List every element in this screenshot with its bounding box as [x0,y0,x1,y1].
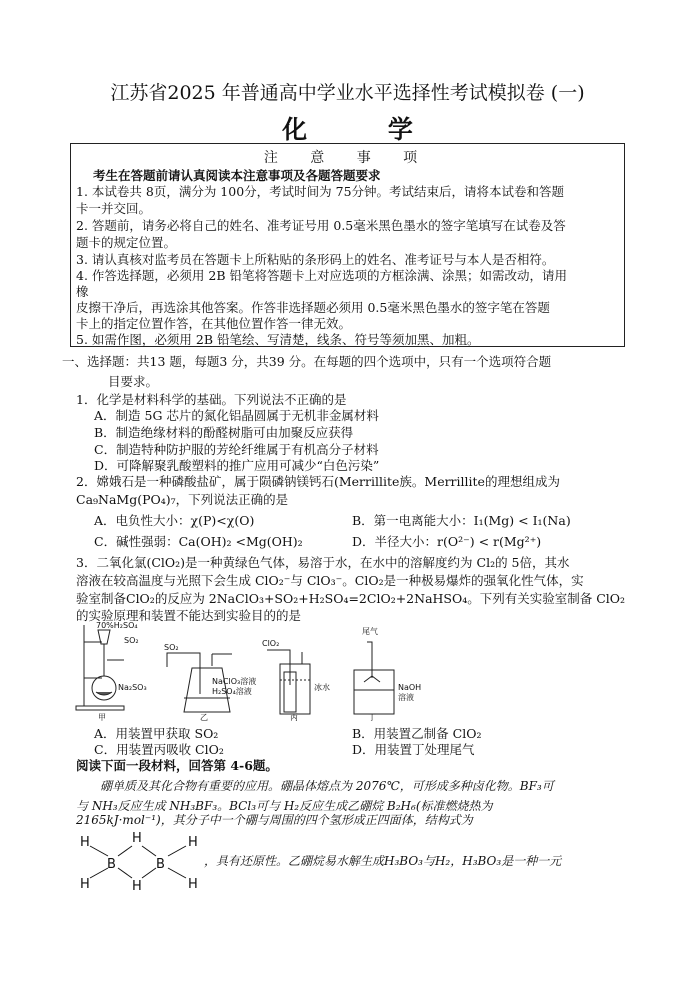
fig-label-so2-in: SO₂ [164,643,179,652]
fig-label-h2so4: H₂SO₄溶液 [212,687,252,696]
subject-title: 化 学 [282,115,449,144]
notice-line: 1. 本试卷共 8页，满分为 100分，考试时间为 75分钟。考试结束后，请将本试卷和答题 [76,184,565,199]
section-heading: 一、选择题：共13 题，每题3 分，共39 分。在每题的四个选项中，只有一个选项符合题 [62,354,552,369]
apparatus-figure [72,620,432,722]
q3-stem-cont: 验室制备ClO₂的反应为 2NaClO₃+SO₂+H₂SO₄=2ClO₂+2NaHSO₄。下列有关实验室制备 ClO₂ [76,591,626,606]
h-atom: H [188,877,198,892]
fig-label-ding: 丁 [368,713,376,722]
q2-option-b: B．第一电离能大小：I₁(Mg) < I₁(Na) [352,513,571,528]
notice-title: 注 意 事 项 [263,150,432,166]
q1-option-c: C．制造特种防护服的芳纶纤维属于有机高分子材料 [94,442,379,457]
q3-option-b: B．用装置乙制备 ClO₂ [352,726,482,741]
round-flask [92,676,116,700]
page-title: 江苏省2025 年普通高中学业水平选择性考试模拟卷 (一) [110,82,585,104]
passage-line: 硼单质及其化合物有重要的应用。硼晶体熔点为 2076℃，可形成多种卤化物。BF₃可 [100,779,554,793]
h-atom: H [132,879,142,892]
fig-label-clo2: ClO₂ [262,639,280,648]
q2-option-c: C．碱性强弱：Ca(OH)₂ <Mg(OH)₂ [94,534,303,549]
fig-label-na2so3: Na₂SO₃ [118,683,147,692]
stand-base [76,706,124,710]
passage-line: 与 NH₃反应生成 NH₃BF₃。BCl₃可与 H₂反应生成乙硼烷 B₂H₆(标准燃烧热为 [76,799,493,813]
fig-label-bing: 丙 [290,713,298,722]
q1-stem: 1．化学是材料科学的基础。下列说法不正确的是 [76,392,347,407]
passage-heading: 阅读下面一段材料，回答第 4-6题。 [76,758,278,773]
q2-stem: 2．嫦娥石是一种磷酸盐矿，属于陨磷钠镁钙石(Merrillite族。Merrillite的理想组成为 [76,474,560,489]
passage-line: ，具有还原性。乙硼烷易水解生成H₃BO₃与H₂，H₃BO₃是一种一元 [204,854,562,868]
q3-stem-cont: 溶液在较高温度与光照下会生成 ClO₂⁻与 ClO₃⁻。ClO₂是一种极易爆炸的强氧化性气体，实 [76,573,584,588]
notice-line: 3. 请认真核对监考员在答题卡上所粘贴的条形码上的姓名、准考证号与本人是否相符。 [76,252,555,267]
b-atom: B [107,857,116,872]
notice-line: 卡上的指定位置作答，在其他位置作答一律无效。 [76,316,352,331]
q1-option-d: D．可降解聚乳酸塑料的推广应用可减少“白色污染” [94,458,380,473]
notice-line: 橡 [76,284,89,299]
diborane-structure [76,828,206,892]
q2-stem-cont: Ca₉NaMg(PO₄)₇，下列说法正确的是 [76,492,289,507]
fig-label-acid: 70%H₂SO₄ [96,621,138,630]
passage-line: 2165kJ·mol⁻¹)，其分子中一个硼与周围的四个氢形成正四面体，结构式为 [76,813,473,827]
q3-stem-cont: 的实验原理和装置不能达到实验目的的是 [76,608,302,623]
fig-label-naclo3: NaClO₃溶液 [212,677,257,686]
section-heading-cont: 目要求。 [108,374,159,389]
b-atom: B [156,857,165,872]
notice-line: 考生在答题前请认真阅读本注意事项及各题答题要求 [93,168,381,183]
q2-option-d: D．半径大小：r(O²⁻) < r(Mg²⁺) [352,534,542,549]
notice-line: 5. 如需作图，必须用 2B 铅笔绘、写清楚，线条、符号等须加黑、加粗。 [76,332,480,347]
q3-option-c: C．用装置丙吸收 ClO₂ [94,742,224,757]
q1-option-b: B．制造绝缘材料的酚醛树脂可由加聚反应获得 [94,425,354,440]
h-atom: H [132,831,142,846]
notice-box [70,143,625,347]
notice-line: 卡一并交回。 [76,201,152,216]
fig-label-solution: 溶液 [398,693,414,702]
h-atom: H [188,835,198,850]
q1-option-a: A．制造 5G 芯片的氮化铝晶圆属于无机非金属材料 [94,408,379,423]
fig-label-naoh: NaOH [398,683,422,692]
notice-line: 题卡的规定位置。 [76,235,177,250]
fig-label-so2-out: SO₂ [124,636,139,645]
q3-option-d: D．用装置丁处理尾气 [352,742,475,757]
notice-line: 4. 作答选择题，必须用 2B 铅笔将答题卡上对应选项的方框涂满、涂黑；如需改动，请用 [76,268,567,283]
notice-line: 皮擦干净后，再选涂其他答案。作答非选择题必须用 0.5毫米黑色墨水的签字笔在答题 [76,300,550,315]
notice-line: 2. 答题前，请务必将自己的姓名、准考证号用 0.5毫米黑色墨水的签字笔填写在试卷及答 [76,218,566,233]
naoh-beaker [354,670,394,714]
q2-option-a: A．电负性大小：χ(P)<χ(O) [94,513,255,528]
fig-label-tail: 尾气 [362,627,378,636]
h-atom: H [80,835,90,850]
q3-option-a: A．用装置甲获取 SO₂ [94,726,219,741]
h-atom: H [80,877,90,892]
q3-stem: 3．二氧化氯(ClO₂)是一种黄绿色气体，易溶于水，在水中的溶解度约为 Cl₂的 5倍，其水 [76,555,570,570]
fig-label-yi: 乙 [200,713,208,722]
fig-label-jia: 甲 [98,713,106,722]
fig-label-ice: 冰水 [314,683,330,692]
